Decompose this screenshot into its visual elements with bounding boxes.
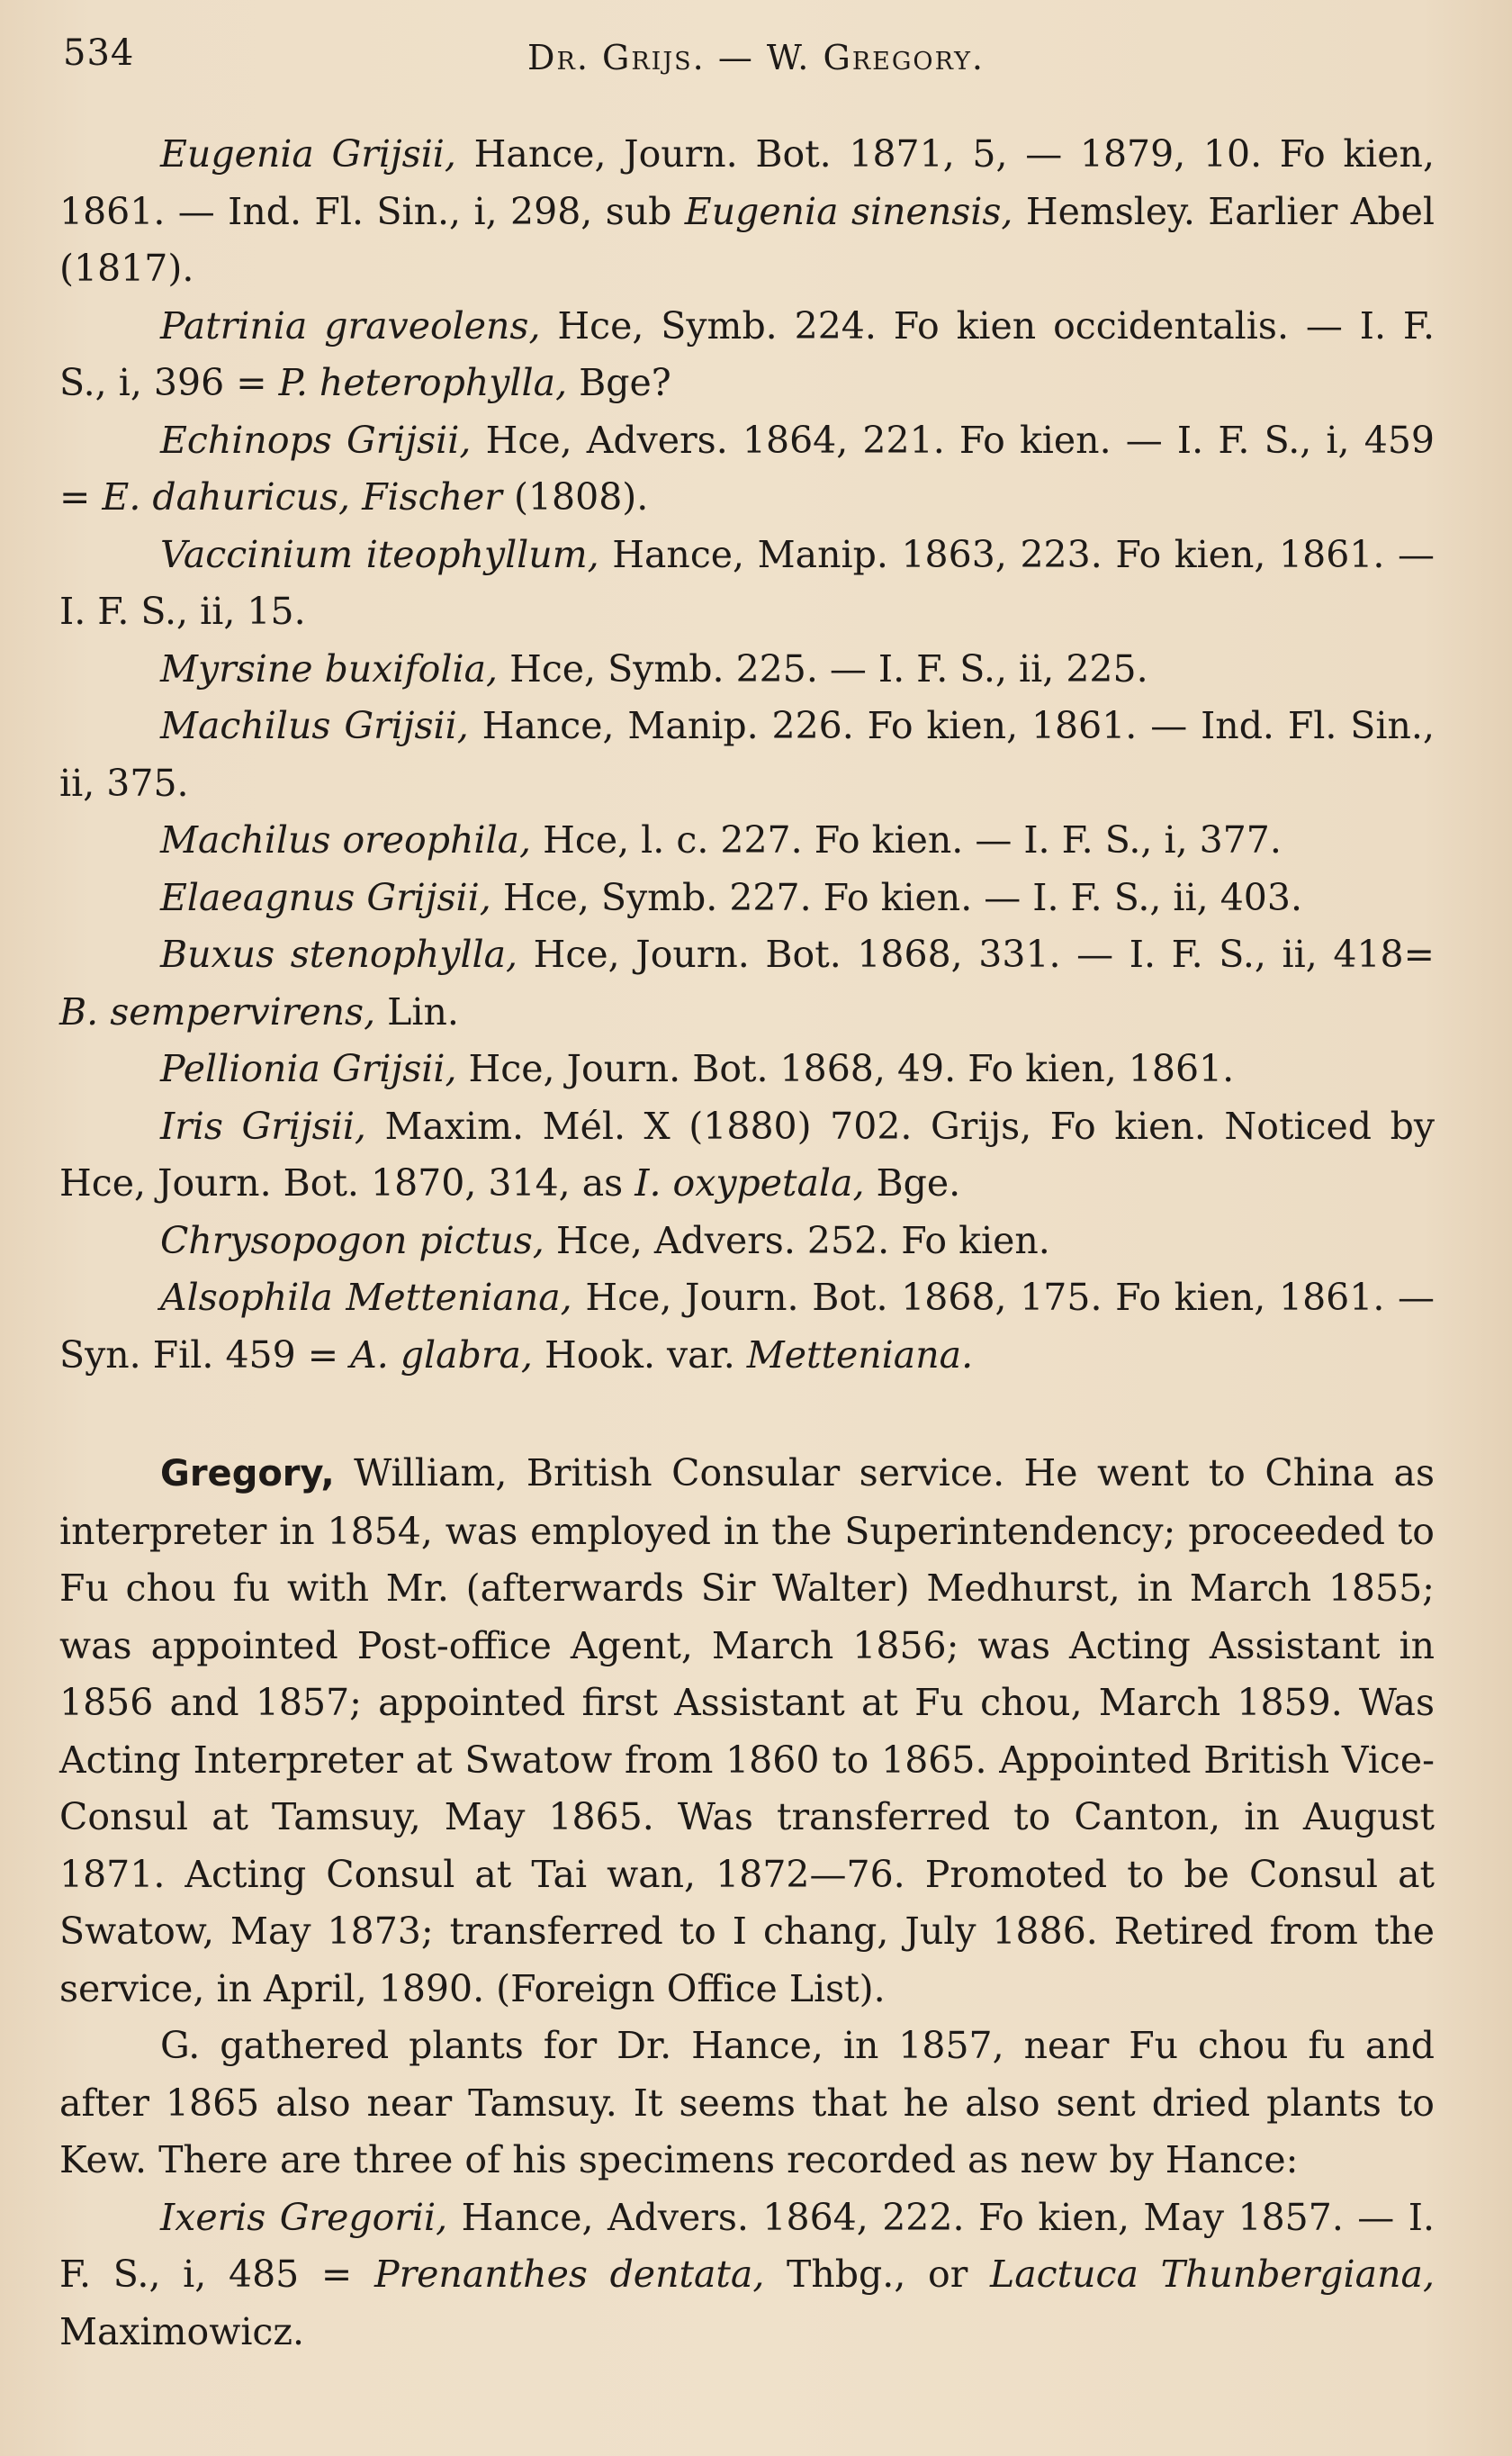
species-text: Hce, Symb. 227. Fo kien. — I. F. S., ii, 403. — [490, 875, 1302, 919]
species-name: Alsophila Metteniana, — [160, 1276, 572, 1319]
species-entry — [59, 926, 1435, 1041]
synonym-name: I. oxypetala, — [634, 1161, 865, 1205]
synonym-name: Eugenia sinensis, — [684, 189, 1013, 233]
species-text-2: Lin. — [375, 989, 459, 1034]
species-name: Chrysopogon pictus, — [160, 1218, 544, 1262]
species-text: Hce, Journ. Bot. 1868, 331. — I. F. S., ii, 418= — [518, 933, 1435, 976]
synonym-name: E. dahuricus, Fischer — [102, 475, 502, 519]
species-text-2: Bge. — [864, 1161, 961, 1205]
species-name: Elaeagnus Grijsii, — [160, 875, 491, 919]
species-text: Hce, l. c. 227. Fo kien. — I. F. S., i, 377. — [531, 818, 1282, 862]
species-entry — [59, 1269, 1435, 1384]
species-name: Iris Grijsii, — [160, 1104, 366, 1148]
species-text-2: (1808). — [501, 475, 649, 519]
page-body — [59, 126, 1435, 2361]
running-head: Dr. Grijs. — W. Gregory. — [527, 38, 985, 77]
species-text: Hce, Advers. 1864, 221. Fo kien. — I. F. S., i, 459 = — [59, 418, 1435, 519]
species-text: Hance, Manip. 1863, 223. Fo kien, 1861. — I. F. S., ii, 15. — [59, 532, 1436, 633]
species-text: Hance, Journ. Bot. 1871, 5, — 1879, 10. Fo kien, 1861. — Ind. Fl. Sin., i, 298, sub — [59, 132, 1435, 233]
species-name: Eugenia Grijsii, — [160, 132, 456, 176]
biography-paragraph — [59, 1445, 1435, 2018]
species-name: Myrsine buxifolia, — [160, 646, 499, 691]
biography-text: William, British Consular service. He went to China as interpreter in 1854, was employed in the Superintendency; proceeded to Fu chou fu with Mr. (afterwards Sir Walter) Medhurst, in March 1855; was appointed Post-office Agent, March 1856; was Acting Assistant in 1856 and 1857; appointed first Assistant at Fu chou, March 1859. Was Acting Interpreter at Swatow from 1860 to 1865. Appointed British Vice-Consul at Tamsuy, May 1865. Was transferred to Canton, in August 1871. Acting Consul at Tai wan, 1872—76. Promoted to be Consul at Swatow, May 1873; transferred to I chang, July 1886. Retired from the service, in April, 1890. (Foreign Office List). — [59, 1451, 1435, 2010]
species-name: Echinops Grijsii, — [160, 418, 472, 462]
biography-paragraph-2: G. gathered plants for Dr. Hance, in 1857, near Fu chou fu and after 1865 also near Tamsuy. It seems that he also sent dried plants to Kew. There are three of his specimens recorded as new by Hance: — [59, 2024, 1435, 2181]
species-entry — [59, 1098, 1435, 1213]
species-entry — [59, 870, 1435, 927]
final-species-entry — [59, 2190, 1435, 2361]
species-text: Hance, Advers. 1864, 222. Fo kien, May 1857. — I. F. S., i, 485 = — [59, 2195, 1435, 2296]
species-name: Vaccinium iteophyllum, — [160, 532, 599, 576]
species-entry — [59, 1041, 1435, 1098]
species-name: Buxus stenophylla, — [160, 933, 518, 976]
species-name: Patrinia graveolens, — [160, 303, 541, 348]
species-entry — [59, 126, 1435, 298]
species-text-2: Bge? — [567, 361, 671, 404]
species-entries — [59, 126, 1435, 1384]
synonym-name-2: Metteniana. — [746, 1332, 974, 1377]
species-text: Hce, Advers. 252. Fo kien. — [544, 1218, 1050, 1262]
synonym-name: B. sempervirens, — [59, 989, 376, 1034]
species-text-2: Hook. var. — [532, 1332, 747, 1377]
species-entry — [59, 412, 1435, 527]
species-name: Machilus Grijsii, — [160, 704, 469, 747]
species-name: Pellionia Grijsii, — [160, 1047, 457, 1090]
species-text: Hance, Manip. 226. Fo kien, 1861. — Ind. Fl. Sin., ii, 375. — [59, 704, 1435, 805]
page-header — [63, 25, 1449, 88]
synonym-name-2: Lactuca Thunbergiana, — [990, 2253, 1435, 2296]
species-text: Hce, Symb. 224. Fo kien occidentalis. — I. F. S., i, 396 = — [59, 303, 1435, 404]
species-text-3: Maximowicz. — [59, 2309, 305, 2353]
species-text: Hce, Journ. Bot. 1868, 49. Fo kien, 1861. — [456, 1047, 1235, 1090]
species-text: Hce, Symb. 225. — I. F. S., ii, 225. — [498, 646, 1148, 691]
species-text-2: Thbg., or — [764, 2253, 991, 2296]
section-gap — [59, 1384, 1435, 1445]
species-text-2: Hemsley. Earlier Abel (1817). — [59, 189, 1435, 290]
synonym-name: P. heterophylla, — [278, 361, 568, 404]
synonym-name: Prenanthes dentata, — [374, 2253, 765, 2296]
synonym-name: A. glabra, — [350, 1332, 533, 1377]
species-entry — [59, 812, 1435, 870]
species-name: Ixeris Gregorii, — [160, 2195, 448, 2239]
biography-name: Gregory, — [160, 1453, 335, 1494]
species-entry — [59, 298, 1435, 412]
species-entry — [59, 527, 1435, 641]
species-text: Hce, Journ. Bot. 1868, 175. Fo kien, 1861. — Syn. Fil. 459 = — [59, 1276, 1435, 1377]
species-entry — [59, 698, 1435, 812]
species-entry — [59, 1213, 1435, 1270]
species-name: Machilus oreophila, — [160, 818, 532, 862]
species-entry — [59, 641, 1435, 699]
species-text: Maxim. Mél. X (1880) 702. Grijs, Fo kien. Noticed by Hce, Journ. Bot. 1870, 314, as — [59, 1104, 1435, 1205]
page-number: 534 — [63, 32, 135, 74]
